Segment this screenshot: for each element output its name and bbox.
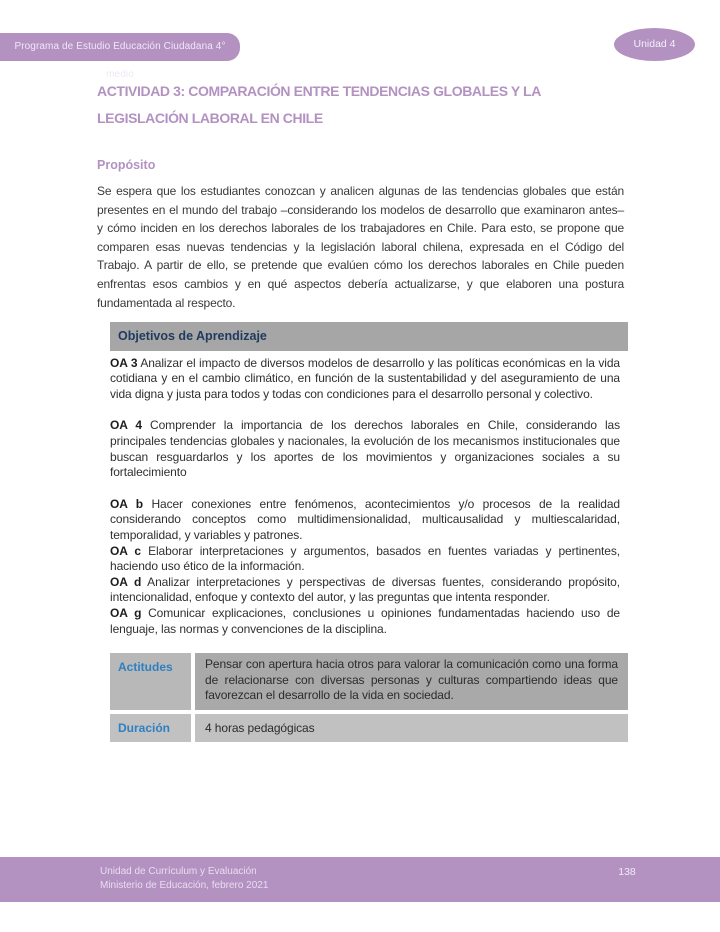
oa-item [110, 606, 620, 637]
oa-code: OA d [110, 574, 142, 589]
oa-item [110, 544, 620, 575]
oa-code: OA g [110, 605, 142, 620]
oa-code: OA b [110, 496, 144, 511]
oa-item [110, 418, 620, 480]
objectives-table-header: Objetivos de Aprendizaje [110, 322, 628, 351]
objectives-table [110, 322, 628, 742]
oa-list-cell [110, 355, 628, 650]
oa-code: OA 4 [110, 418, 142, 433]
duracion-label: Duración [110, 714, 191, 743]
actitudes-text: Pensar con apertura hacia otros para valorar la comunicación como una forma de relacionarse con diversas personas y culturas compartiendo ideas que favorezcan el desarrollo de la vida en sociedad. [195, 653, 628, 710]
footer-line2: Ministerio de Educación, febrero 2021 [100, 879, 269, 891]
oa-code: OA 3 [110, 355, 138, 370]
oa-item [110, 356, 620, 403]
oa-text: Comunicar explicaciones, conclusiones u opiniones fundamentadas haciendo uso de lenguaje, las normas y convenciones de la disciplina. [110, 605, 620, 636]
oa-text: Hacer conexiones entre fenómenos, acontecimientos y/o procesos de la realidad considerando conceptos como multidimensionalidad, multicausalidad y multiescalaridad, temporalidad, y variables y patrones. [110, 496, 620, 542]
oa-item [110, 497, 620, 544]
oa-text: Comprender la importancia de los derechos laborales en Chile, considerando las principales tendencias globales y nacionales, la evolución de los mecanismos institucionales que buscan resguardarlos y los aportes de los movimientos y organizaciones sociales a su fortalecimiento [110, 418, 620, 480]
page-number: 138 [618, 866, 636, 878]
oa-text: Analizar el impacto de diversos modelos de desarrollo y las políticas económicas en la vida cotidiana y en el cambio climático, en función de la sustentabilidad y del aseguramiento de una vida digna y justa para todos y todas con condiciones para el desarrollo personal y colectivo. [110, 355, 621, 401]
oa-text: Elaborar interpretaciones y argumentos, basados en fuentes variadas y pertinentes, haciendo uso ético de la información. [110, 543, 620, 574]
unit-badge: Unidad 4 [614, 28, 695, 61]
page-footer [0, 857, 720, 902]
proposito-heading: Propósito [97, 158, 156, 172]
oa-code: OA c [110, 543, 141, 558]
activity-title: ACTIVIDAD 3: COMPARACIÓN ENTRE TENDENCIAS GLOBALES Y LA LEGISLACIÓN LABORAL EN CHILE [97, 83, 541, 126]
oa-text: Analizar interpretaciones y perspectivas de diversas fuentes, considerando propósito, intencionalidad, enfoque y contexto del autor, y las preguntas que intenta responder. [110, 574, 620, 605]
duracion-text: 4 horas pedagógicas [195, 714, 628, 743]
footer-credits [100, 865, 268, 892]
program-badge: Programa de Estudio Educación Ciudadana 4° medio [0, 33, 240, 61]
footer-line1: Unidad de Currículum y Evaluación [100, 866, 257, 877]
actitudes-label: Actitudes [110, 653, 191, 710]
proposito-paragraph: Se espera que los estudiantes conozcan y analicen algunas de las tendencias globales que están presentes en el mundo del trabajo –considerando los modelos de desarrollo que examinaron antes– y cómo inciden en los derechos laborales de los trabajadores en Chile. Para esto, se propone que comparen esas nuevas tendencias y la legislación laboral chilena, expresada en el Código del Trabajo. A partir de ello, se pretende que evalúen cómo los derechos laborales en Chile pueden enfrentas esos cambios y en qué aspectos debería actualizarse, y que elaboren una postura fundamentada al respecto. [97, 184, 624, 310]
oa-item [110, 575, 620, 606]
